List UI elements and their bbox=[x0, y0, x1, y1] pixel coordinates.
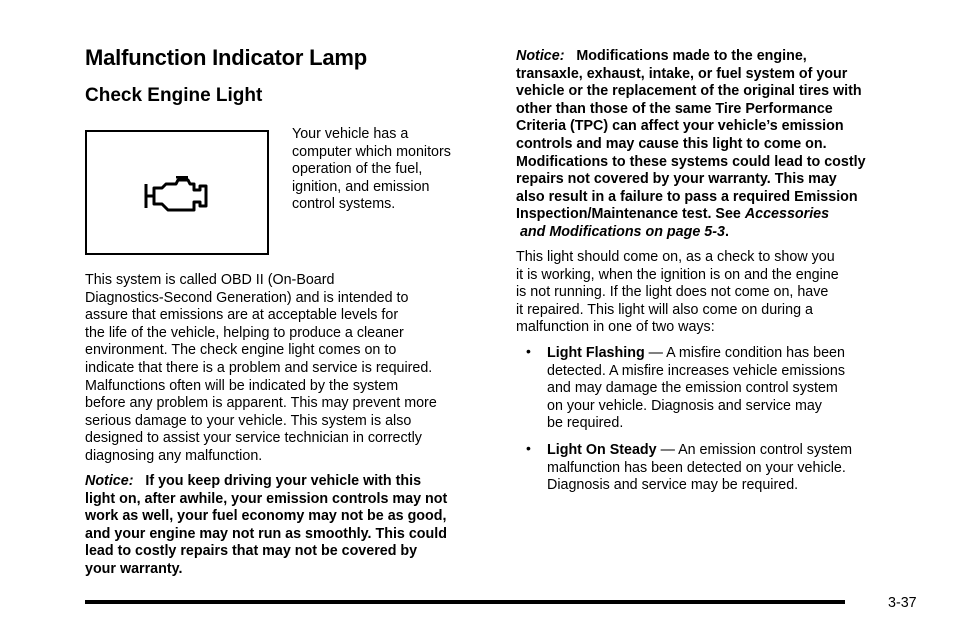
obd-line: assure that emissions are at acceptable levels for bbox=[85, 307, 399, 324]
obd-line: before any problem is apparent. This may prevent more bbox=[85, 395, 437, 412]
intro-line: control systems. bbox=[292, 196, 396, 213]
light-line: it repaired. This light will also come on during a bbox=[516, 301, 813, 318]
notice-line: and your engine may not run as smoothly. This could bbox=[85, 525, 447, 542]
notice-line: transaxle, exhaust, intake, or fuel system of your bbox=[516, 65, 848, 82]
light-line: This light should come on, as a check to show you bbox=[516, 249, 835, 265]
light-line: is not running. If the light does not come on, have bbox=[516, 284, 829, 301]
bullet-line: on your vehicle. Diagnosis and service may bbox=[547, 397, 822, 414]
notice-line: work as well, your fuel economy may not be as good, bbox=[85, 508, 447, 525]
bullet-light-on-steady bbox=[547, 442, 917, 495]
obd-line: environment. The check engine light comes on to bbox=[85, 342, 397, 359]
check-engine-icon bbox=[142, 176, 214, 216]
bullet-line: be required. bbox=[547, 415, 624, 432]
obd-line: diagnosing any malfunction. bbox=[85, 447, 263, 464]
light-line: malfunction in one of two ways: bbox=[516, 319, 715, 336]
section-title: Check Engine Light bbox=[85, 85, 263, 106]
intro-line: ignition, and emission bbox=[292, 178, 430, 195]
bullet-line: Diagnosis and service may be required. bbox=[547, 477, 799, 494]
obd-line: This system is called OBD II (On-Board bbox=[85, 272, 335, 288]
page-number: 3-37 bbox=[888, 595, 917, 611]
bullet-term: Light Flashing bbox=[547, 345, 645, 361]
obd-line: serious damage to your vehicle. This system is also bbox=[85, 412, 412, 429]
bullet-marker: • bbox=[526, 343, 531, 359]
notice-line: vehicle or the replacement of the original tires with bbox=[516, 83, 862, 100]
notice-line: Inspection/Maintenance test. See bbox=[516, 206, 741, 223]
notice-modifications bbox=[516, 48, 916, 242]
intro-line: operation of the fuel, bbox=[292, 161, 423, 178]
notice-line: other than those of the same Tire Performance bbox=[516, 100, 833, 117]
cross-reference-link[interactable]: Accessories bbox=[744, 206, 830, 223]
cross-reference-link[interactable]: and Modifications on page 5-3 bbox=[519, 223, 725, 240]
notice-line: If you keep driving your vehicle with this bbox=[145, 473, 422, 489]
page-title: Malfunction Indicator Lamp bbox=[85, 45, 368, 70]
bullet-line: and may damage the emission control system bbox=[547, 380, 838, 397]
notice-line: light on, after awhile, your emission controls may not bbox=[85, 490, 448, 507]
bullet-line: malfunction has been detected on your vehicle. bbox=[547, 459, 846, 476]
obd-line: designed to assist your service technician in correctly bbox=[85, 430, 422, 447]
notice-line: repairs not covered by your warranty. This may bbox=[516, 171, 837, 188]
bullet-text: — An emission control system bbox=[656, 442, 853, 458]
notice-line: Criteria (TPC) can affect your vehicle’s emission bbox=[516, 118, 844, 135]
intro-text bbox=[292, 126, 482, 214]
obd-line: Diagnostics-Second Generation) and is intended to bbox=[85, 289, 409, 306]
notice-line: controls and may cause this light to come on. bbox=[516, 135, 827, 152]
obd-line: indicate that there is a problem and service is required. bbox=[85, 359, 433, 376]
intro-line: computer which monitors bbox=[292, 143, 451, 160]
notice-line: your warranty. bbox=[85, 560, 183, 577]
light-line: it is working, when the ignition is on and the engine bbox=[516, 266, 839, 283]
bullet-line: detected. A misfire increases vehicle emissions bbox=[547, 362, 845, 379]
obd-paragraph bbox=[85, 272, 485, 466]
obd-line: the life of the vehicle, helping to produce a cleaner bbox=[85, 324, 404, 341]
notice-line: Modifications made to the engine, bbox=[576, 48, 807, 64]
intro-line: Your vehicle has a bbox=[292, 126, 409, 142]
notice-label: Notice: bbox=[85, 473, 134, 489]
period: . bbox=[724, 223, 729, 240]
light-paragraph bbox=[516, 249, 916, 337]
notice-label: Notice: bbox=[516, 48, 565, 64]
footer-rule bbox=[85, 600, 845, 604]
bullet-text: — A misfire condition has been bbox=[644, 345, 845, 361]
notice-driving bbox=[85, 473, 490, 579]
notice-line: lead to costly repairs that may not be covered by bbox=[85, 543, 418, 560]
bullet-marker: • bbox=[526, 440, 531, 456]
check-engine-icon-box bbox=[85, 130, 269, 255]
obd-line: Malfunctions often will be indicated by the system bbox=[85, 377, 399, 394]
notice-line: also result in a failure to pass a required Emission bbox=[516, 188, 858, 205]
bullet-term: Light On Steady bbox=[547, 442, 657, 458]
bullet-light-flashing bbox=[547, 345, 917, 433]
notice-line: Modifications to these systems could lead to costly bbox=[516, 153, 866, 170]
